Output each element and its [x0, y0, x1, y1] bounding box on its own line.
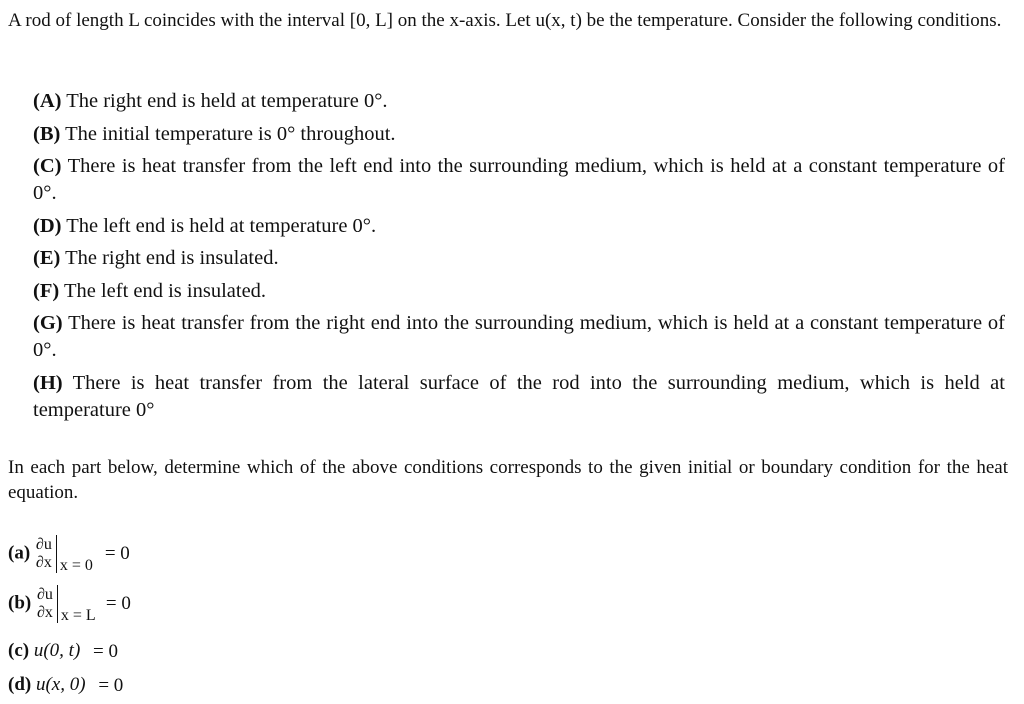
condition-letter: (E) [33, 247, 61, 269]
condition-text: The left end is held at temperature 0°. [66, 214, 377, 237]
condition-letter: (B) [33, 122, 61, 145]
partial-derivative [36, 586, 54, 622]
condition-text: There is heat transfer from the lateral surface of the rod into the surrounding medium, which is held at temperature 0° [33, 371, 1005, 421]
condition-text: The right end is insulated. [65, 247, 279, 269]
fraction-denominator: ∂x [35, 554, 52, 571]
fraction-numerator: ∂u [36, 586, 53, 603]
condition-item [33, 88, 1005, 115]
condition-item [33, 310, 1005, 364]
evaluation-bar [57, 585, 98, 623]
instructions-text: In each part below, determine which of the above conditions corresponds to the given initial or boundary condition for the heat equation. [8, 457, 1008, 503]
condition-text: The right end is held at temperature 0°. [66, 90, 388, 112]
condition-text: There is heat transfer from the left end into the surrounding medium, which is held at a constant temperature of 0°. [33, 155, 1005, 204]
part-label: (d) [8, 674, 32, 695]
condition-letter: (A) [33, 90, 62, 112]
condition-text: There is heat transfer from the right end into the surrounding medium, which is held at a constant temperature of 0°. [33, 312, 1005, 361]
condition-letter: (G) [33, 312, 63, 334]
evaluation-bar [56, 535, 97, 573]
condition-item [33, 121, 1005, 148]
instructions [8, 455, 1008, 505]
part-b [8, 585, 131, 623]
fraction-denominator: ∂x [36, 604, 53, 621]
condition-letter: (D) [33, 214, 62, 237]
evaluation-point: x = L [60, 607, 96, 624]
part-label: (b) [8, 592, 32, 614]
part-label: (a) [8, 542, 31, 564]
conditions-list [33, 88, 1005, 429]
equation-lhs: u(0, t) [33, 640, 81, 661]
equation-rhs: = 0 [98, 674, 124, 696]
evaluation-point: x = 0 [59, 557, 93, 574]
equation-lhs: u(x, 0) [35, 674, 86, 695]
intro-text: A rod of length L coincides with the interval [0, L] on the x-axis. Let u(x, t) be the temperature. Consider the following conditions. [8, 10, 1002, 31]
condition-letter: (F) [33, 279, 60, 302]
part-a [8, 535, 130, 573]
part-d [8, 674, 123, 697]
condition-letter: (H) [33, 371, 63, 394]
condition-item [33, 370, 1005, 424]
part-c [8, 640, 118, 663]
condition-item [33, 245, 1005, 272]
condition-item [33, 153, 1005, 207]
equation-rhs: = 0 [93, 640, 118, 662]
part-label: (c) [8, 640, 30, 661]
condition-item [33, 213, 1005, 240]
condition-item [33, 278, 1005, 305]
equation-rhs: = 0 [104, 543, 130, 564]
partial-derivative [35, 536, 53, 572]
equation-rhs: = 0 [105, 593, 131, 614]
condition-text: The left end is insulated. [63, 279, 267, 302]
condition-letter: (C) [33, 155, 62, 177]
fraction-numerator: ∂u [35, 536, 52, 553]
condition-text: The initial temperature is 0° throughout. [65, 122, 396, 145]
problem-intro [8, 8, 1008, 33]
